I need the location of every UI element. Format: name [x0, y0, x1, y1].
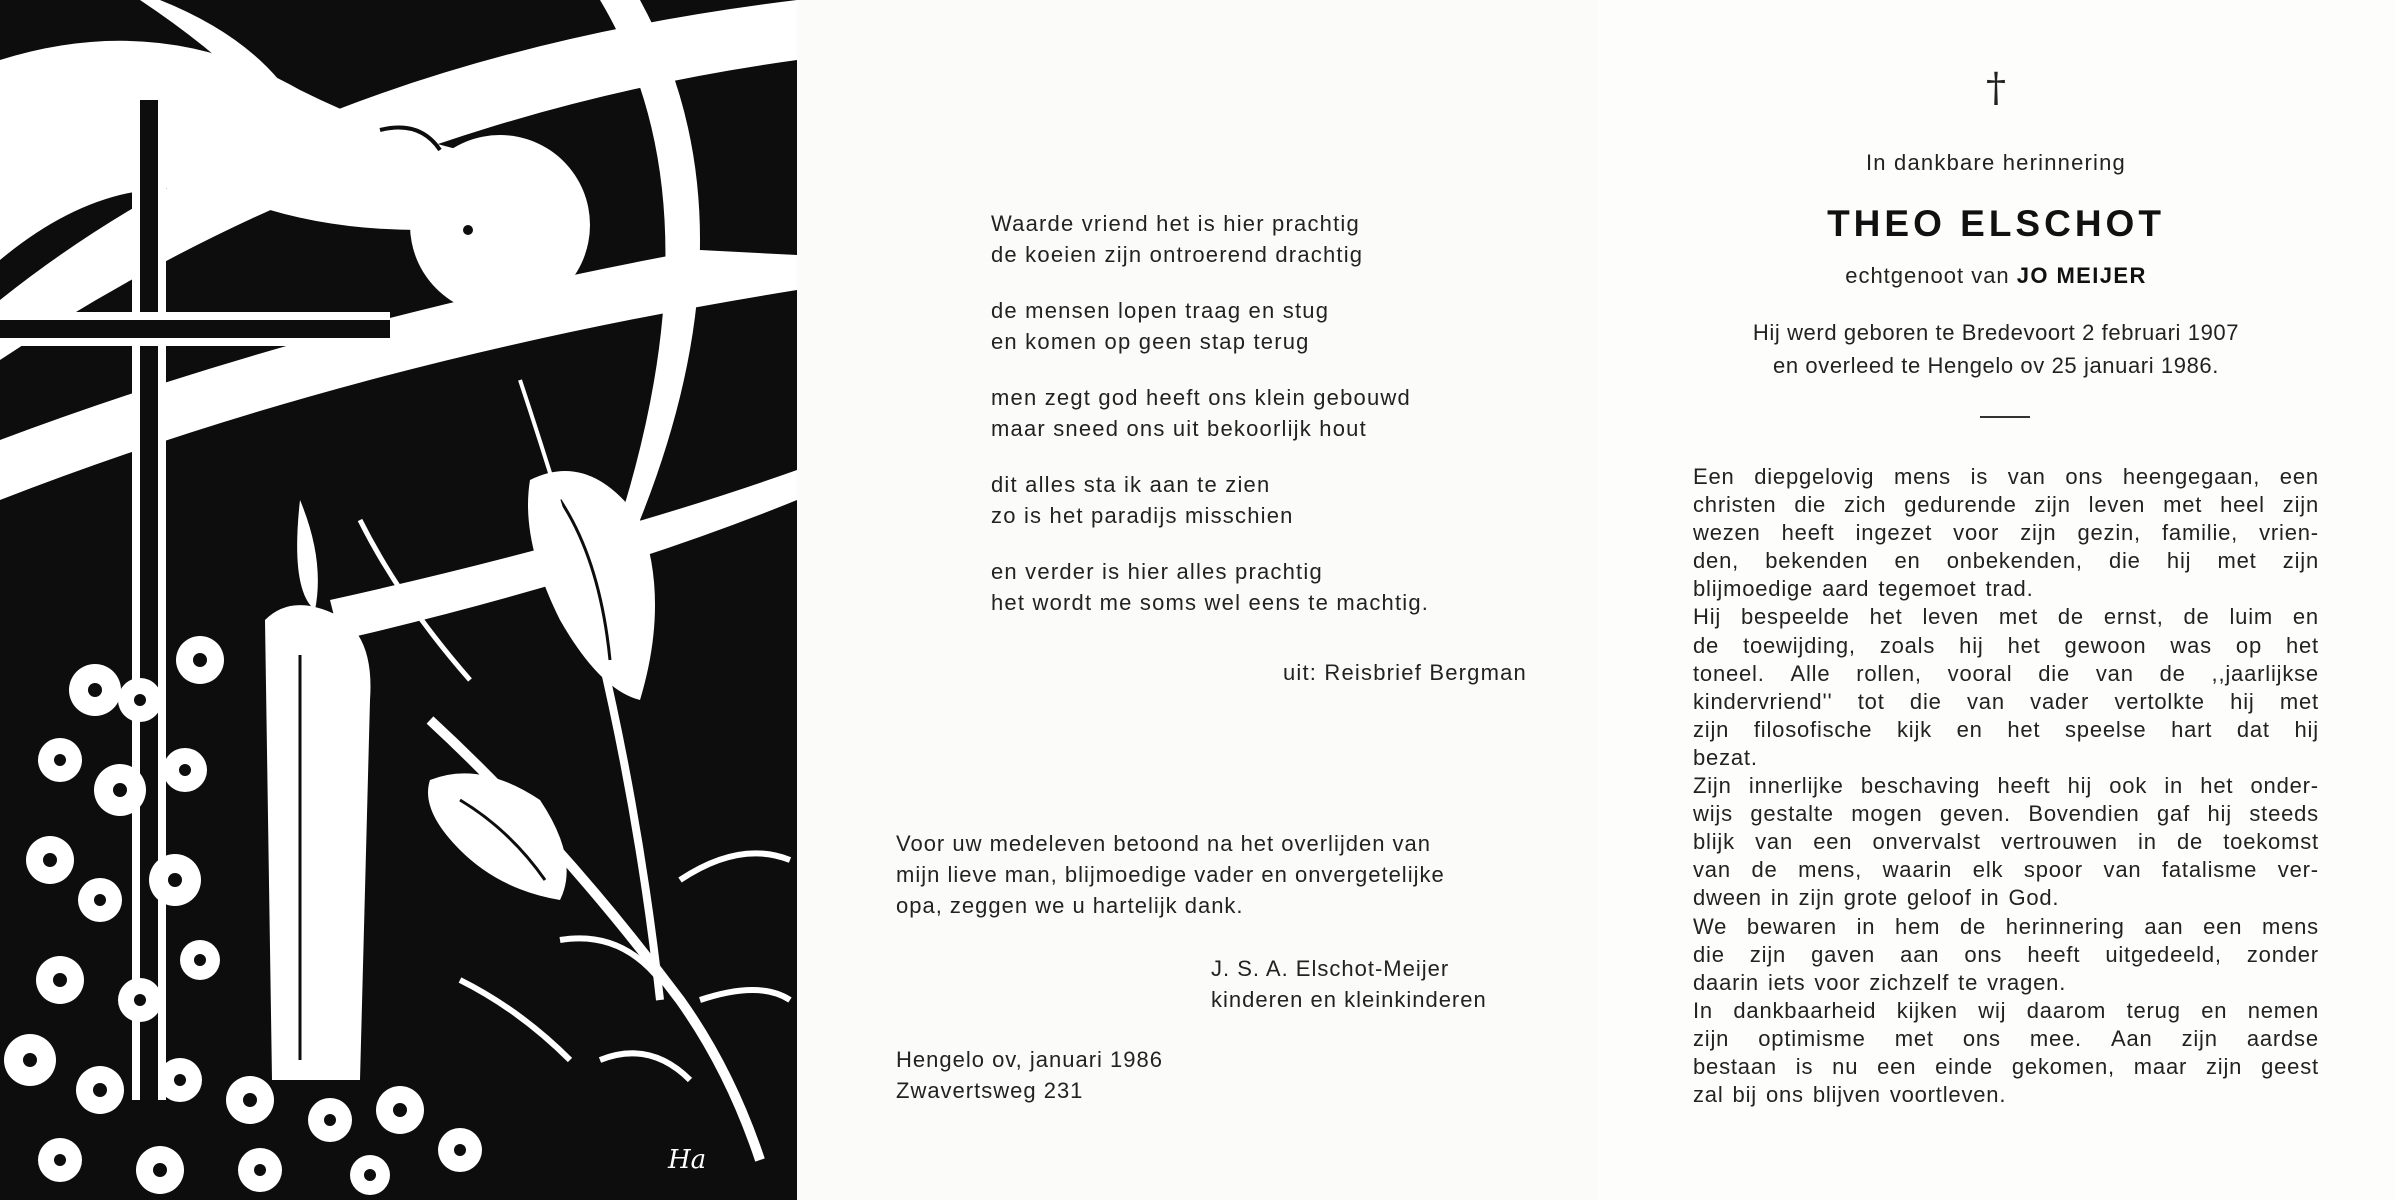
biography-word: steeds [2249, 801, 2319, 827]
biography-word: daarom [2026, 997, 2107, 1023]
signatory-family: kinderen en kleinkinderen [1211, 987, 1487, 1012]
biography-line [1693, 575, 2319, 603]
biography-word: van [1693, 857, 1731, 883]
biography-word: uitgedeeld, [2105, 941, 2222, 967]
biography-word: speelse [2064, 716, 2147, 742]
woodcut-artwork [0, 0, 797, 1200]
biography-word: gewoon [2064, 632, 2147, 658]
biography-word: hart [2171, 716, 2213, 742]
biography-word: kindervriend'' [1693, 688, 1833, 714]
biography-word: gedurende [1904, 492, 2017, 518]
signatory-name: J. S. A. Elschot-Meijer [1211, 956, 1450, 981]
spouse-prefix: echtgenoot van [1845, 263, 2010, 288]
biography-word: trad. [1985, 576, 2034, 602]
biography-line [1693, 969, 2319, 997]
poem-line: dit alles sta ik aan te zien [991, 472, 1271, 497]
biography-word: zijn [1693, 716, 1730, 742]
biography-word: met [2279, 688, 2319, 714]
biography-word: gezin, [2077, 520, 2141, 546]
biography-word: die [1794, 492, 1827, 518]
biography-word: hij [2207, 801, 2232, 827]
inner-right-page [1597, 0, 2395, 1200]
biography-word: is [1970, 464, 1989, 489]
biography-word: aan [1900, 941, 1940, 967]
biography-word: hij [2294, 716, 2319, 742]
biography-word: ver- [2277, 857, 2319, 883]
biography-word: waarin [1882, 857, 1953, 883]
biography-word: In [1693, 997, 1713, 1023]
biography-word: dankbaarheid [1733, 997, 1877, 1023]
biography-word: dat [2236, 716, 2270, 742]
biography-word: zal [1693, 1082, 1724, 1108]
biography-word: en [1894, 548, 1921, 574]
biography-word: zijn [2181, 1025, 2218, 1051]
biography-word: elk [1972, 857, 2004, 883]
biography-line [1693, 800, 2319, 828]
biography-word: aard [1822, 576, 1870, 602]
biography-word: hij [2067, 773, 2093, 799]
biography-word: innerlijke [1748, 773, 1844, 799]
biography-line [1693, 688, 2319, 716]
biography-word: het [2200, 773, 2234, 799]
biography-word: de [2159, 660, 2186, 686]
biography-line [1693, 716, 2319, 744]
biography-word: voortleven. [1889, 1082, 2007, 1108]
biography-word: herinnering [2005, 913, 2125, 939]
biography-word: vooral [1947, 660, 2013, 686]
biography-word: blijk [1693, 829, 1735, 855]
biography-word: het [1869, 604, 1903, 630]
biography-line [1693, 491, 2319, 519]
biography-word: leven [1922, 604, 1980, 630]
biography-word: blijven [1812, 1082, 1881, 1108]
biography-word: de [1693, 632, 1720, 658]
biography-word: zijn [2020, 520, 2057, 546]
biography-word: van [2095, 660, 2134, 686]
thanks-line: Voor uw medeleven betoond na het overlijden van [896, 831, 1432, 856]
biography-word: kijken [1896, 997, 1958, 1023]
biography-line [1693, 856, 2319, 884]
biography-word: bezat. [1693, 744, 1758, 770]
poem-stanza [991, 469, 1551, 531]
biography-word: de [1959, 913, 1987, 939]
biography-word: ,,jaarlijkse [2211, 660, 2319, 686]
inner-left-page [797, 0, 1597, 1200]
birth-line: Hij werd geboren te Bredevoort 2 februari 1907 [1752, 320, 2240, 345]
biography-word: zijn [2034, 492, 2071, 518]
biography-word: kijk [1896, 716, 1932, 742]
biography-word: is [1795, 1053, 1814, 1079]
biography-word: iets [1767, 969, 1806, 995]
biography-word: ons [1765, 1082, 1804, 1108]
biography-word: en [2201, 997, 2228, 1023]
biography-word: het [2285, 632, 2319, 658]
biography-word: blijmoedige [1693, 576, 1814, 602]
poem-line: maar sneed ons uit bekoorlijk hout [991, 416, 1367, 441]
biography-word: gaven [1811, 941, 1876, 967]
biography-line [1693, 1081, 2319, 1109]
biography-word: familie, [2162, 520, 2239, 546]
poem-line: de koeien zijn ontroerend drachtig [991, 242, 1364, 267]
biography-word: grote [1843, 885, 1898, 911]
biography-word: mee. [2029, 1025, 2082, 1051]
biography-word: christen [1693, 492, 1777, 518]
biography-word: ons [1964, 941, 2003, 967]
biography-word: ernst, [2103, 604, 2164, 630]
thanks-line: opa, zeggen we u hartelijk dank. [896, 893, 1244, 918]
biography-word: den, [1693, 548, 1740, 574]
biography-word: aardse [2246, 1025, 2319, 1051]
thanks-line: mijn lieve man, blijmoedige vader en onvergetelijke [896, 862, 1445, 887]
life-dates [1597, 316, 2395, 382]
poem-line: men zegt god heeft ons klein gebouwd [991, 385, 1411, 410]
biography-line [1693, 913, 2319, 941]
artist-initials: Ha [668, 1145, 707, 1175]
biography-word: in [1980, 885, 2000, 911]
biography-word: van [2103, 857, 2142, 883]
biography-word: onvervalst [1872, 829, 1981, 855]
divider [1980, 416, 2030, 418]
biography-word: optimisme [1758, 1025, 1866, 1051]
biography-word: Een [1693, 464, 1735, 489]
biography-word: geven. [1940, 801, 2011, 827]
biography-word: in [1770, 885, 1790, 911]
biography-word: ons [1962, 1025, 2001, 1051]
biography-word: in [2138, 829, 2157, 855]
biography-word: bewaren [1746, 913, 1837, 939]
biography-word: op [2235, 632, 2262, 658]
biography-word: die [1909, 688, 1942, 714]
biography-word: filosofische [1753, 716, 1873, 742]
biography-word: bekenden [1765, 548, 1869, 574]
poem-stanza [991, 556, 1551, 618]
biography-word: een [2203, 913, 2243, 939]
sender-address [896, 1044, 1296, 1106]
biography-word: die [2108, 548, 2141, 574]
biography-word: in [2164, 773, 2184, 799]
biography-word: voor [1953, 520, 2000, 546]
poem-stanza [991, 208, 1551, 270]
biography-word: van [2007, 464, 2046, 489]
biography-word: van [1966, 688, 2005, 714]
biography-word: mens [2261, 913, 2319, 939]
biography-word: hem [1895, 913, 1941, 939]
biography-word: mens, [1798, 857, 1863, 883]
street-address: Zwavertsweg 231 [896, 1078, 1084, 1103]
biography-word: gekomen, [2011, 1053, 2115, 1079]
biography-word: gestalte [1750, 801, 1834, 827]
biography-word: die [2038, 660, 2071, 686]
biography-word: bestaan [1693, 1053, 1777, 1079]
biography-word: maar [2133, 1053, 2188, 1079]
biography-line [1693, 744, 2319, 772]
biography-line [1693, 519, 2319, 547]
biography-word: diepgelovig [1754, 464, 1875, 489]
biography-word: onbekenden, [1946, 548, 2083, 574]
biography-word: zijn [1749, 941, 1787, 967]
biography-word: zijn [2282, 492, 2319, 518]
biography-word: geloof [1906, 885, 1972, 911]
woodcut-illustration [0, 0, 797, 1200]
biography-word: Zijn [1693, 773, 1732, 799]
biography-line [1693, 660, 2319, 688]
biography-word: voor [1814, 969, 1861, 995]
biography-word: vragen. [1987, 969, 2067, 995]
poem [991, 208, 1551, 643]
biography-word: de [2183, 604, 2210, 630]
biography-word: toewijding, [1743, 632, 1856, 658]
poem-line: de mensen lopen traag en stug [991, 298, 1330, 323]
biography-word: hij [1959, 632, 1984, 658]
biography-word: We [1693, 913, 1728, 939]
biography-word: Alle [1790, 660, 1831, 686]
biography-word: zonder [2246, 941, 2319, 967]
biography-word: vertolkte [2114, 688, 2205, 714]
biography-word: toneel. [1693, 660, 1765, 686]
biography-word: hij [2230, 688, 2255, 714]
biography-word: aan [2144, 913, 2184, 939]
biography-line [1693, 632, 2319, 660]
biography-word: die [1693, 941, 1725, 967]
biography-word: onder- [2250, 773, 2319, 799]
biography-word: de [1751, 857, 1778, 883]
biography-line [1693, 603, 2319, 631]
biography-line [1693, 997, 2319, 1025]
biography-line [1693, 828, 2319, 856]
biography-line [1693, 1025, 2319, 1053]
biography-word: een [2279, 464, 2319, 489]
poem-source: uit: Reisbrief Bergman [1282, 660, 1527, 685]
biography-word: te [1958, 969, 1979, 995]
biography-word: in [1856, 913, 1876, 939]
biography-word: met [2217, 548, 2257, 574]
biography-word: mens [1893, 464, 1951, 489]
biography-word: leven [2088, 492, 2146, 518]
biography-line [1693, 1053, 2319, 1081]
biography-word: ingezet [1855, 520, 1933, 546]
biography-word: tot [1857, 688, 1885, 714]
biography-word: Bovendien [2028, 801, 2140, 827]
biography-word: luim [2229, 604, 2274, 630]
place-date: Hengelo ov, januari 1986 [896, 1047, 1163, 1072]
biography-word: heeft [2027, 941, 2081, 967]
biography-word: met [2163, 492, 2203, 518]
biography-word: ook [2109, 773, 2148, 799]
biography-word: heel [2220, 492, 2265, 518]
deceased-name: THEO ELSCHOT [1827, 203, 2165, 244]
biography-word: vertrouwen [2000, 829, 2118, 855]
biography-word: toekomst [2223, 829, 2319, 855]
spouse-name: JO MEIJER [2016, 263, 2147, 288]
biography [1693, 463, 2319, 1109]
cross-icon: † [1986, 65, 2006, 111]
biography-word: fatalisme [2161, 857, 2258, 883]
biography-line [1693, 884, 2319, 912]
biography-word: einde [1935, 1053, 1993, 1079]
thank-you-message [896, 828, 1536, 921]
poem-stanza [991, 382, 1551, 444]
biography-word: terug [2126, 997, 2181, 1023]
death-line: en overleed te Hengelo ov 25 januari 1986. [1773, 353, 2219, 378]
biography-word: bespeelde [1740, 604, 1850, 630]
biography-word: geest [2261, 1053, 2319, 1079]
biography-word: gaf [2157, 801, 2190, 827]
biography-word: tegemoet [1878, 576, 1977, 602]
biography-word: vader [2030, 688, 2090, 714]
biography-word: nu [1832, 1053, 1859, 1079]
biography-word: een [1813, 829, 1853, 855]
biography-word: wezen [1693, 520, 1761, 546]
biography-word: en [1956, 716, 1983, 742]
biography-word: heeft [1997, 773, 2051, 799]
biography-word: wij [1978, 997, 2007, 1023]
biography-word: een [1877, 1053, 1917, 1079]
biography-word: het [2007, 632, 2041, 658]
biography-line [1693, 941, 2319, 969]
family-signature [1211, 953, 1541, 1015]
biography-word: met [1894, 1025, 1934, 1051]
biography-word: zich [1843, 492, 1887, 518]
biography-word: zijn [2282, 548, 2319, 574]
biography-word: mogen [1851, 801, 1923, 827]
biography-word: wijs [1693, 801, 1733, 827]
biography-word: spoor [2023, 857, 2083, 883]
biography-line [1693, 772, 2319, 800]
poem-line: Waarde vriend het is hier prachtig [991, 211, 1360, 236]
biography-word: en [2292, 604, 2319, 630]
poem-line: en verder is hier alles prachtig [991, 559, 1323, 584]
spouse-line [1597, 263, 2395, 289]
poem-stanza [991, 295, 1551, 357]
biography-word: heeft [1781, 520, 1835, 546]
biography-word: het [2007, 716, 2041, 742]
biography-word: de [2057, 604, 2084, 630]
biography-word: was [2170, 632, 2212, 658]
biography-word: daarin [1693, 969, 1759, 995]
biography-word: zijn [1798, 885, 1835, 911]
biography-line [1693, 547, 2319, 575]
biography-line [1693, 463, 2319, 491]
biography-word: de [2176, 829, 2204, 855]
biography-word: beschaving [1860, 773, 1981, 799]
biography-word: nemen [2247, 997, 2319, 1023]
biography-word: God. [2008, 885, 2060, 911]
biography-word: rollen, [1856, 660, 1922, 686]
remembrance-heading: In dankbare herinnering [1866, 150, 2126, 175]
poem-line: zo is het paradijs misschien [991, 503, 1294, 528]
biography-word: dween [1693, 885, 1762, 911]
biography-word: zijn [2206, 1053, 2243, 1079]
biography-word: hij [2166, 548, 2192, 574]
poem-line: het wordt me soms wel eens te machtig. [991, 590, 1430, 615]
biography-word: zichzelf [1869, 969, 1950, 995]
biography-word: Hij [1693, 604, 1722, 630]
biography-word: Aan [2110, 1025, 2153, 1051]
biography-word: van [1755, 829, 1793, 855]
biography-word: met [1998, 604, 2038, 630]
poem-line: en komen op geen stap terug [991, 329, 1310, 354]
biography-word: heengegaan, [2122, 464, 2261, 489]
biography-word: ons [2065, 464, 2104, 489]
biography-word: bij [1732, 1082, 1757, 1108]
biography-word: vrien- [2259, 520, 2319, 546]
biography-word: zoals [1879, 632, 1936, 658]
biography-word: zijn [1693, 1025, 1730, 1051]
